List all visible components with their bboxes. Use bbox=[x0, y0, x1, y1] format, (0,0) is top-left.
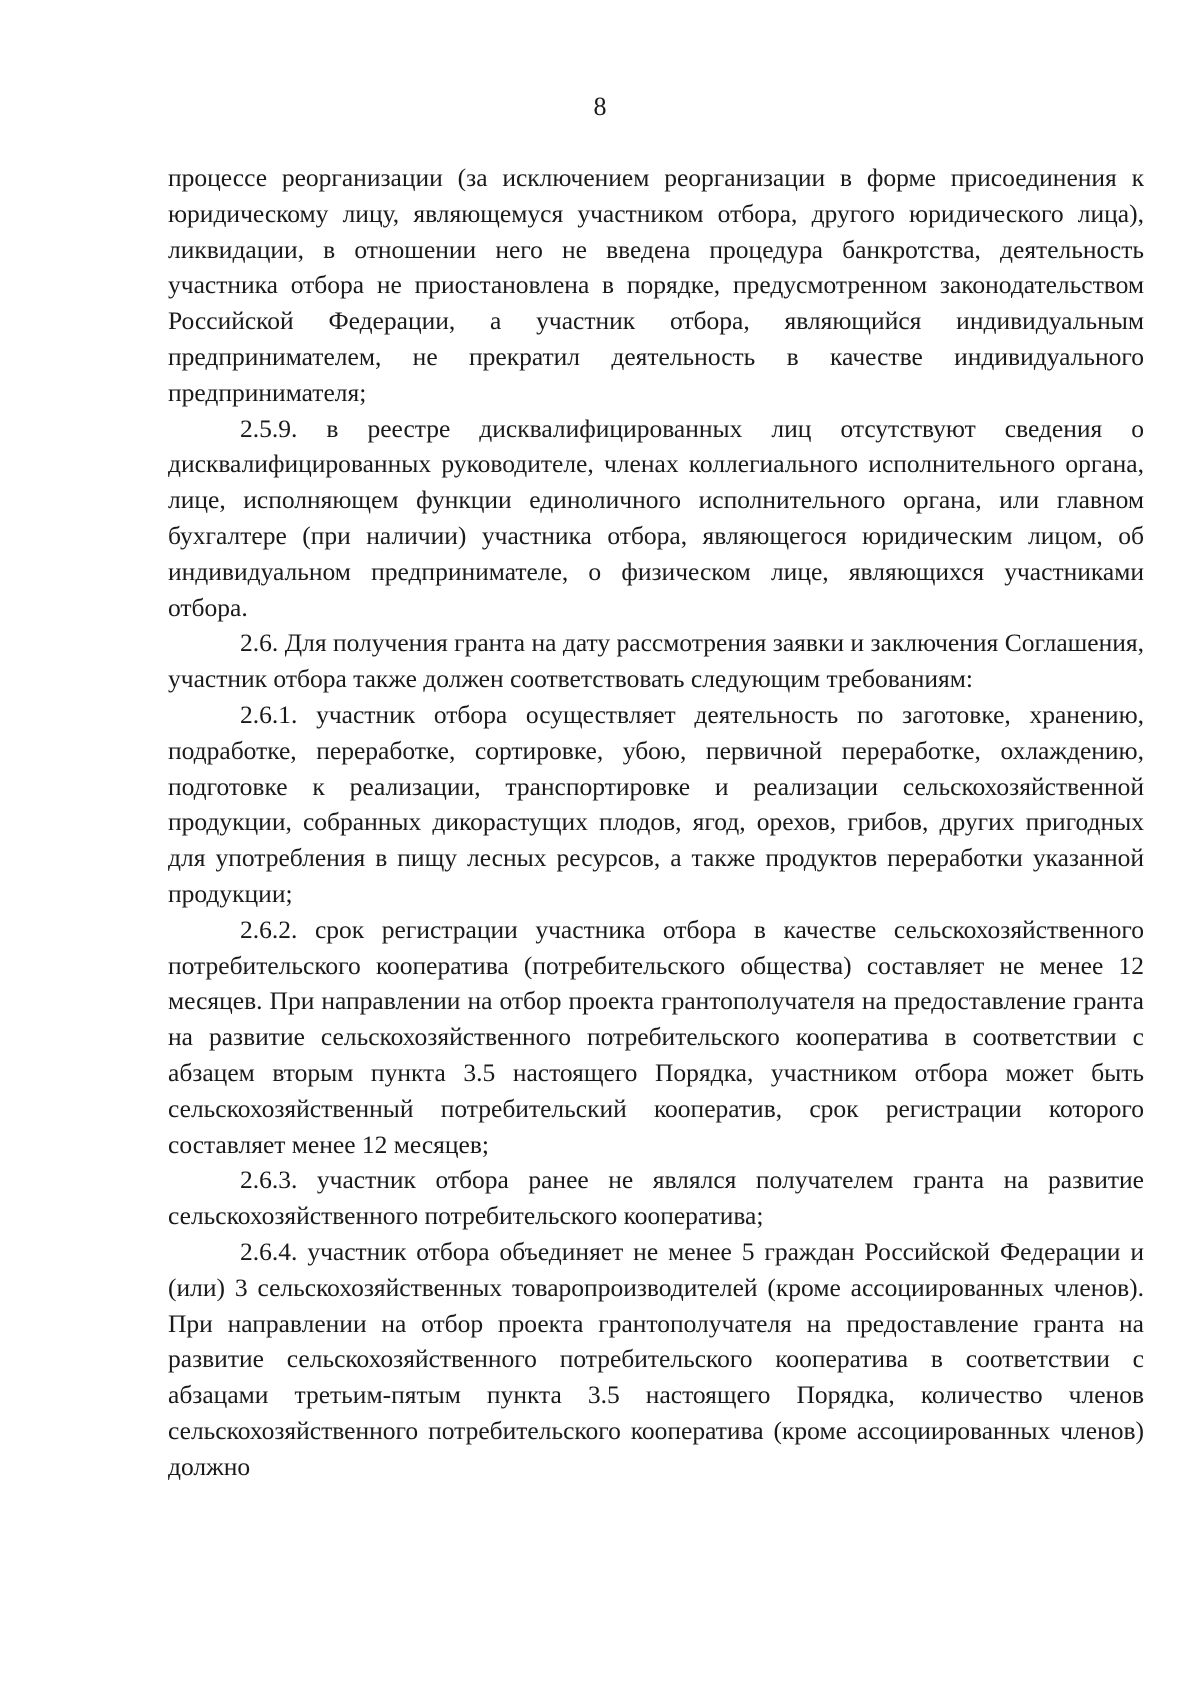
paragraph-text: участник отбора объединяет не менее 5 граждан Российской Федерации и (или) 3 сельскохозяйственных товаропроизводителей (кроме ассоциированных членов). При направлении на отбор проекта грантополучателя на предоставление гранта на развитие сельскохозяйственного потребительского кооператива в соответствии с абзацами третьим-пятым пункта 3.5 настоящего Порядка, количество членов сельскохозяйственного потребительского кооператива (кроме ассоциированных членов) должно bbox=[168, 1236, 1145, 1481]
paragraph-2-6 bbox=[168, 625, 1144, 697]
paragraph-2-6-4 bbox=[168, 1234, 1144, 1485]
paragraph-text: в реестре дисквалифицированных лиц отсутствуют сведения о дисквалифицированных руководителе, членах коллегиального исполнительного органа, лице, исполняющем функции единоличного исполнительного органа, или главном бухгалтере (при наличии) участника отбора, являющегося юридическим лицом, об индивидуальном предпринимателе, о физическом лице, являющихся участниками отбора. bbox=[168, 413, 1145, 622]
paragraph-text: срок регистрации участника отбора в качестве сельскохозяйственного потребительского кооператива (потребительского общества) составляет не менее 12 месяцев. При направлении на отбор проекта грантополучателя на предоставление гранта на развитие сельскохозяйственного потребительского кооператива в соответствии с абзацем вторым пункта 3.5 настоящего Порядка, участником отбора может быть сельскохозяйственный потребительский кооператив, срок регистрации которого составляет менее 12 месяцев; bbox=[168, 914, 1144, 1159]
clause-number: 2.6.2. bbox=[240, 914, 298, 944]
paragraph-2-6-1 bbox=[168, 697, 1144, 912]
page-number: 8 bbox=[593, 92, 607, 121]
paragraph-text: участник отбора ранее не являлся получателем гранта на развитие сельскохозяйственного потребительского кооператива; bbox=[168, 1165, 1144, 1231]
clause-number: 2.6.3. bbox=[240, 1165, 298, 1195]
clause-number: 2.5.9. bbox=[240, 413, 298, 443]
paragraph-2-6-3 bbox=[168, 1162, 1144, 1234]
paragraph-text: участник отбора осуществляет деятельность по заготовке, хранению, подработке, переработке, сортировке, убою, первичной переработке, охлаждению, подготовке к реализации, транспортировке и реализации сельскохозяйственной продукции, собранных дикорастущих плодов, ягод, орехов, грибов, других пригодных для употребления в пищу лесных ресурсов, а также продуктов переработки указанной продукции; bbox=[168, 699, 1144, 908]
clause-number: 2.6.1. bbox=[240, 699, 298, 729]
paragraph-2-6-2 bbox=[168, 912, 1144, 1163]
clause-number: 2.6.4. bbox=[240, 1236, 298, 1266]
paragraph-text: процессе реорганизации (за исключением реорганизации в форме присоединения к юридическому лицу, являющемуся участником отбора, другого юридического лица), ликвидации, в отношении него не введена процедура банкротства, деятельность участника отбора не приостановлена в порядке, предусмотренном законодательством Российской Федерации, а участник отбора, являющийся индивидуальным предпринимателем, не прекратил деятельность в качестве индивидуального предпринимателя; bbox=[168, 163, 1144, 407]
paragraph-text: Для получения гранта на дату рассмотрения заявки и заключения Соглашения, участник отбора также должен соответствовать следующим требованиям: bbox=[168, 628, 1145, 694]
paragraph-2-5-9 bbox=[168, 411, 1144, 626]
clause-number: 2.6. bbox=[240, 628, 279, 658]
document-body bbox=[168, 160, 1144, 1484]
paragraph-continuation bbox=[168, 160, 1144, 411]
